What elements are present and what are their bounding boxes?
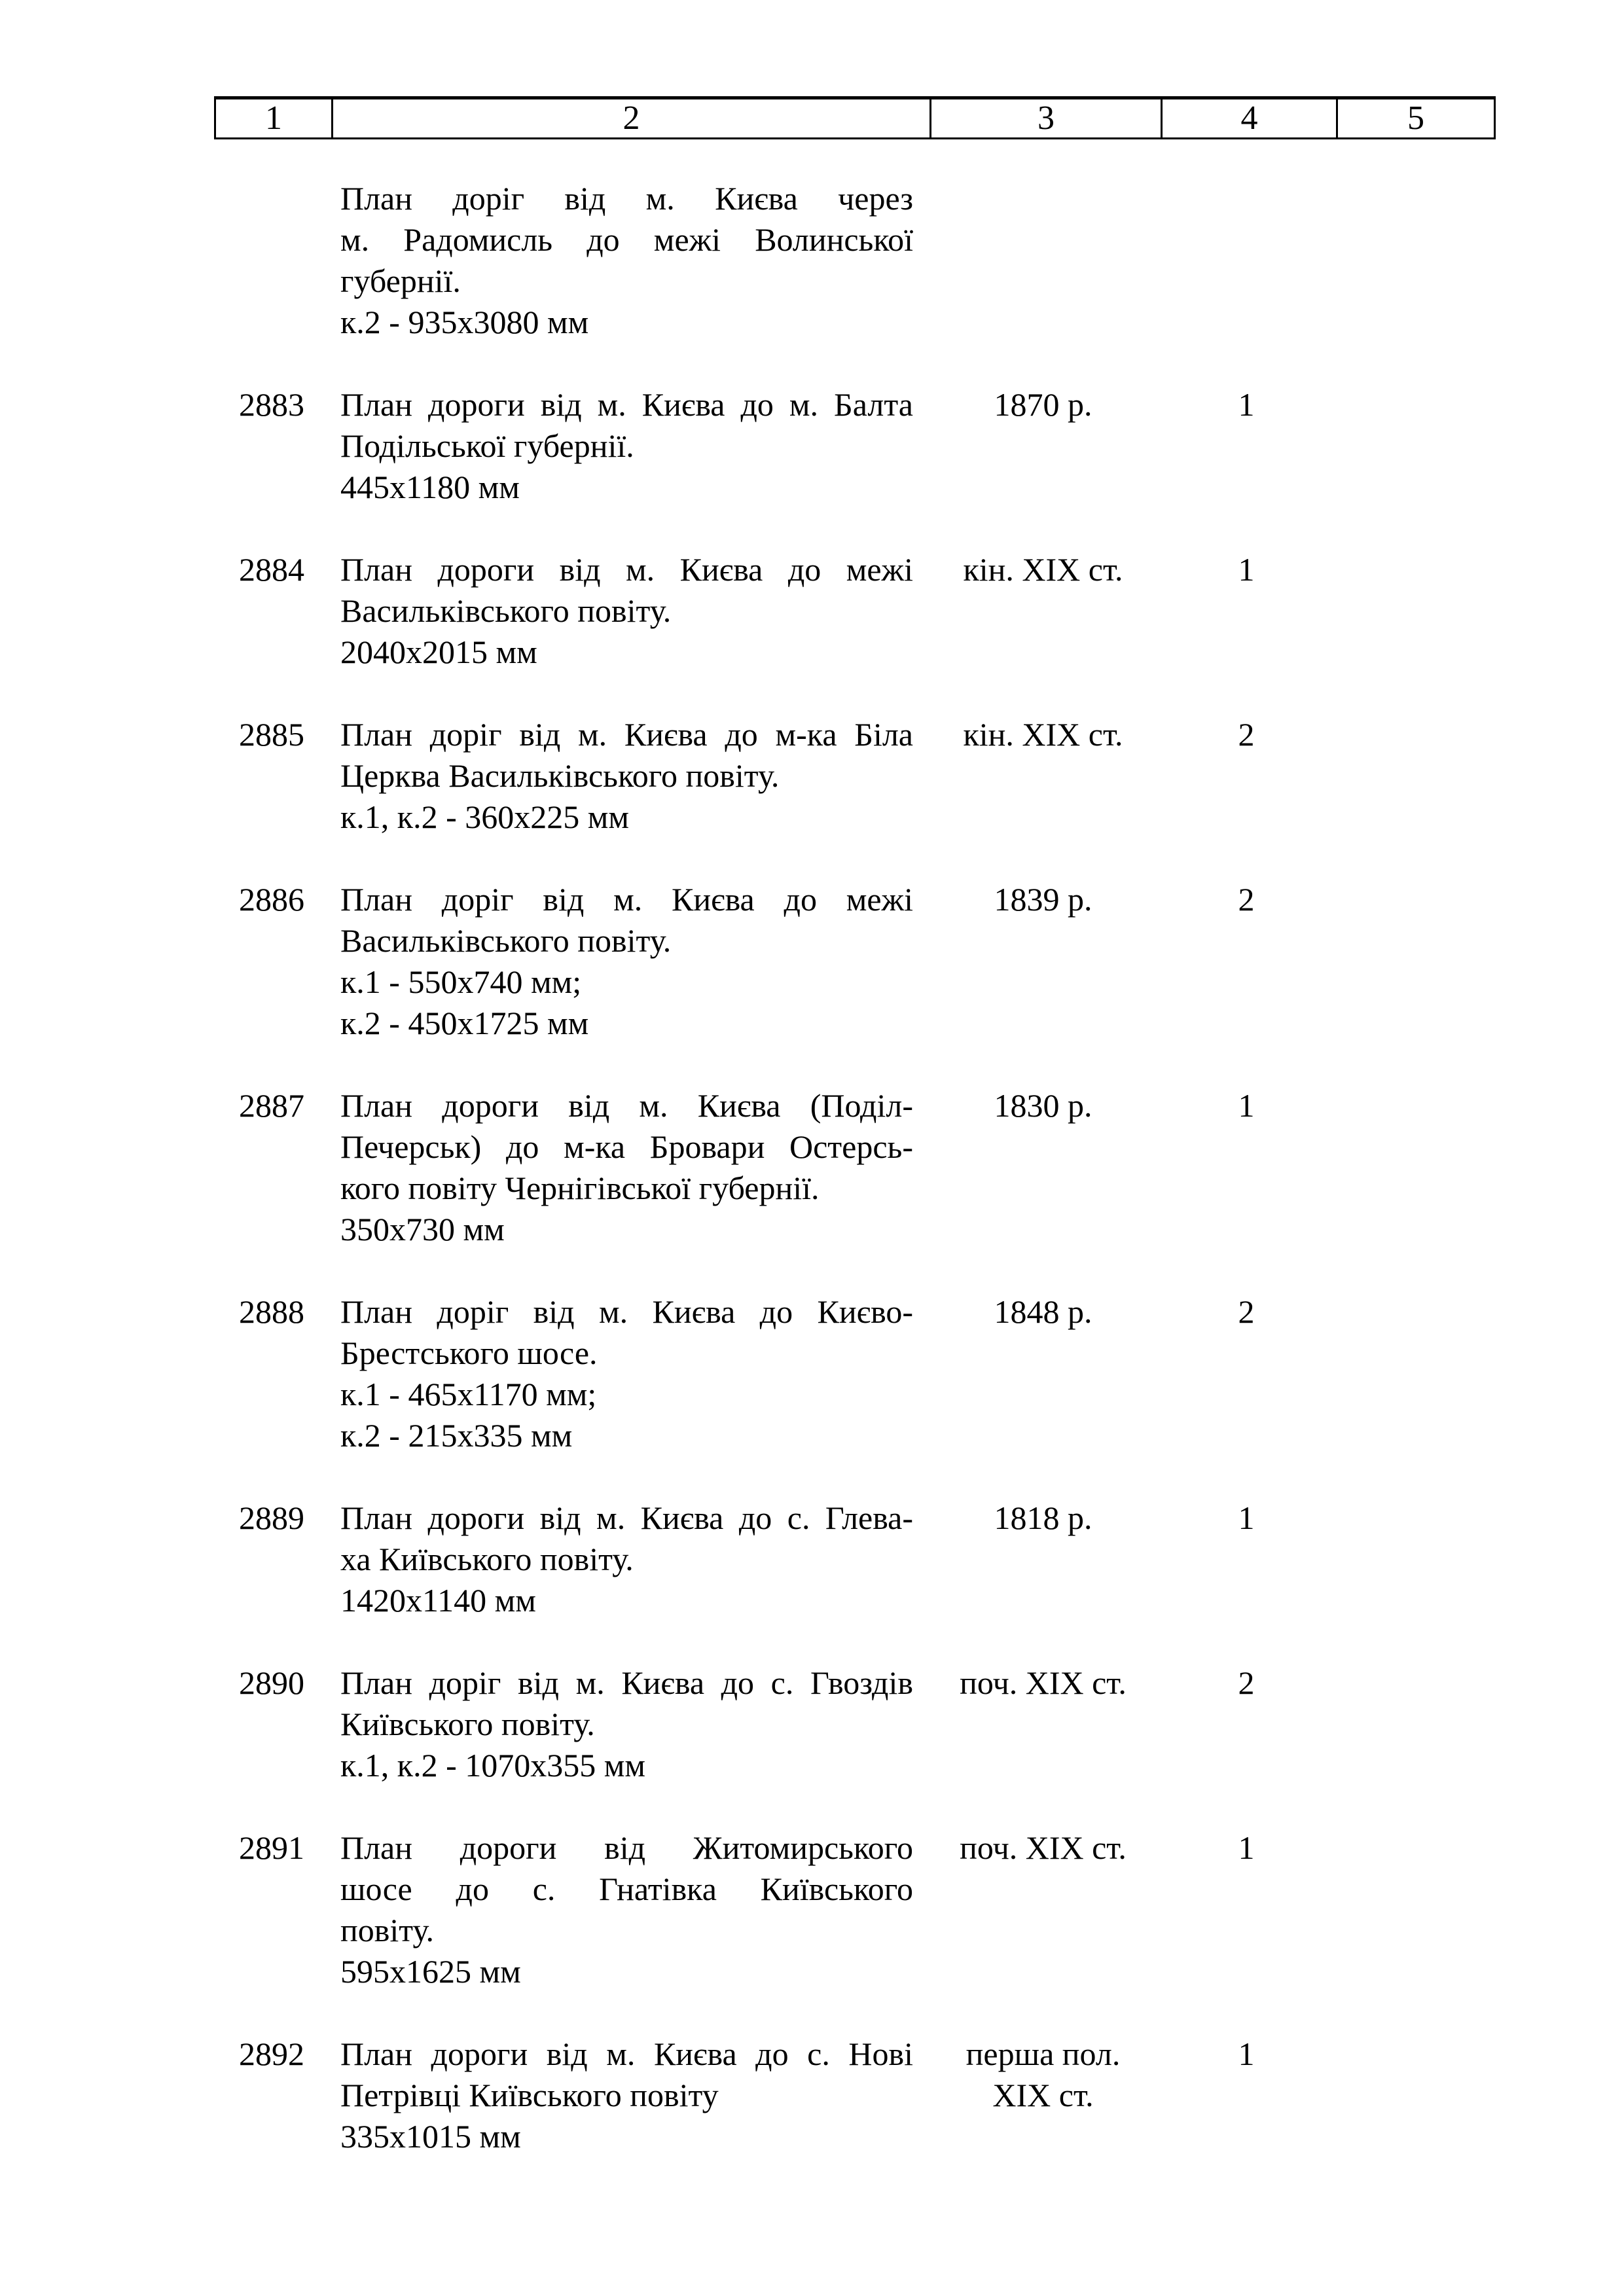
text-line: План дороги від м. Києва до м. Балта [340,386,913,423]
text-line: ха Київського повіту. [340,1541,634,1577]
header-col-2: 2 [331,99,929,137]
text-line: План доріг від м. Києва через [340,180,913,217]
text-line: Брестського шосе. [340,1335,598,1371]
text-line: 1818 р. [994,1499,1092,1536]
entry-date [928,1662,1159,1704]
text-line: План дороги від м. Києва до с. Глева- [340,1499,913,1536]
text-line: План дороги від м. Києва (Поділ- [340,1087,913,1124]
text-line: План дороги від м. Києва до с. Нові [340,2036,913,2072]
entry-description [340,549,913,673]
text-line: шосе до с. Гнатівка Київського [340,1871,913,1907]
entry-sheet-count: 2 [1238,1664,1255,1701]
entry-sheet-count: 1 [1238,551,1255,588]
entry-sheet-count: 2 [1238,1293,1255,1330]
text-line: к.1 - 465х1170 мм; [340,1376,597,1412]
text-line: к.1, к.2 - 1070х355 мм [340,1747,646,1784]
text-line: к.1, к.2 - 360х225 мм [340,798,630,835]
entry-date [928,2034,1159,2116]
entry-description [340,178,913,343]
text-line: м. Радомисль до межі Волинської [340,221,913,258]
entry-description [340,1662,913,1786]
entry-date [928,384,1159,425]
entry-description [340,384,913,508]
entry-number: 2889 [239,1499,304,1536]
text-line: Петрівці Київського повіту [340,2077,719,2113]
text-line: к.1 - 550х740 мм; [340,963,582,1000]
header-col-5: 5 [1336,99,1494,137]
text-line: к.2 - 935х3080 мм [340,304,589,340]
entry-number: 2888 [239,1293,304,1330]
text-line: Васильківського повіту. [340,922,672,959]
entry-date [928,1827,1159,1869]
text-line: к.2 - 450х1725 мм [340,1005,589,1041]
entry-number: 2887 [239,1087,304,1124]
text-line: кін. XIX ст. [963,551,1123,588]
text-line: План доріг від м. Києва до м-ка Біла [340,716,913,753]
text-line: 1848 р. [994,1293,1092,1330]
text-line: 1420х1140 мм [340,1582,536,1619]
text-line: План доріг від м. Києва до Києво- [340,1293,913,1330]
text-line: поч. XIX ст. [960,1664,1127,1701]
header-col-4: 4 [1161,99,1336,137]
text-line: 1839 р. [994,881,1092,918]
text-line: Васильківського повіту. [340,592,672,629]
entry-sheet-count: 1 [1238,1499,1255,1536]
entry-number: 2886 [239,881,304,918]
text-line: перша пол. [965,2036,1121,2072]
text-line: План доріг від м. Києва до межі [340,881,913,918]
entry-date [928,1498,1159,1539]
table-header-row [214,96,1496,139]
text-line: кін. XIX ст. [963,716,1123,753]
text-line: 1830 р. [994,1087,1092,1124]
text-line: XIX ст. [992,2077,1094,2113]
text-line: Печерськ) до м-ка Бровари Остерсь- [340,1128,913,1165]
entry-date [928,549,1159,590]
entry-sheet-count: 2 [1238,716,1255,753]
entry-date [928,714,1159,755]
entry-date [928,1291,1159,1333]
text-line: губернії. [340,262,461,299]
text-line: повіту. [340,1912,434,1948]
entry-sheet-count: 2 [1238,881,1255,918]
text-line: Київського повіту. [340,1706,595,1742]
text-line: Церква Васильківського повіту. [340,757,780,794]
text-line: поч. XIX ст. [960,1829,1127,1866]
entry-date [928,1085,1159,1126]
entry-sheet-count: 1 [1238,1087,1255,1124]
entry-sheet-count: 1 [1238,1829,1255,1866]
text-line: План доріг від м. Києва до с. Гвоздів [340,1664,913,1701]
entry-description [340,1085,913,1250]
text-line: 335х1015 мм [340,2118,521,2155]
text-line: 1870 р. [994,386,1092,423]
entry-description [340,1291,913,1456]
entry-description [340,879,913,1044]
entry-number: 2885 [239,716,304,753]
header-col-3: 3 [929,99,1161,137]
entry-number: 2890 [239,1664,304,1701]
text-line: 445х1180 мм [340,469,520,505]
text-line: 2040х2015 мм [340,634,537,670]
entry-description [340,714,913,838]
entry-number: 2883 [239,386,304,423]
entry-number: 2892 [239,2036,304,2072]
text-line: Подільської губернії. [340,427,634,464]
entry-description [340,1827,913,1992]
text-line: кого повіту Чернігівської губернії. [340,1170,820,1206]
text-line: к.2 - 215х335 мм [340,1417,573,1454]
text-line: План дороги від Житомирського [340,1829,913,1866]
entry-sheet-count: 1 [1238,386,1255,423]
entry-description [340,1498,913,1621]
text-line: 595х1625 мм [340,1953,521,1990]
entry-sheet-count: 1 [1238,2036,1255,2072]
entry-number: 2891 [239,1829,304,1866]
entry-description [340,2034,913,2157]
header-col-1: 1 [265,99,282,137]
entry-number: 2884 [239,551,304,588]
entry-date [928,879,1159,920]
text-line: 350х730 мм [340,1211,505,1247]
text-line: План дороги від м. Києва до межі [340,551,913,588]
